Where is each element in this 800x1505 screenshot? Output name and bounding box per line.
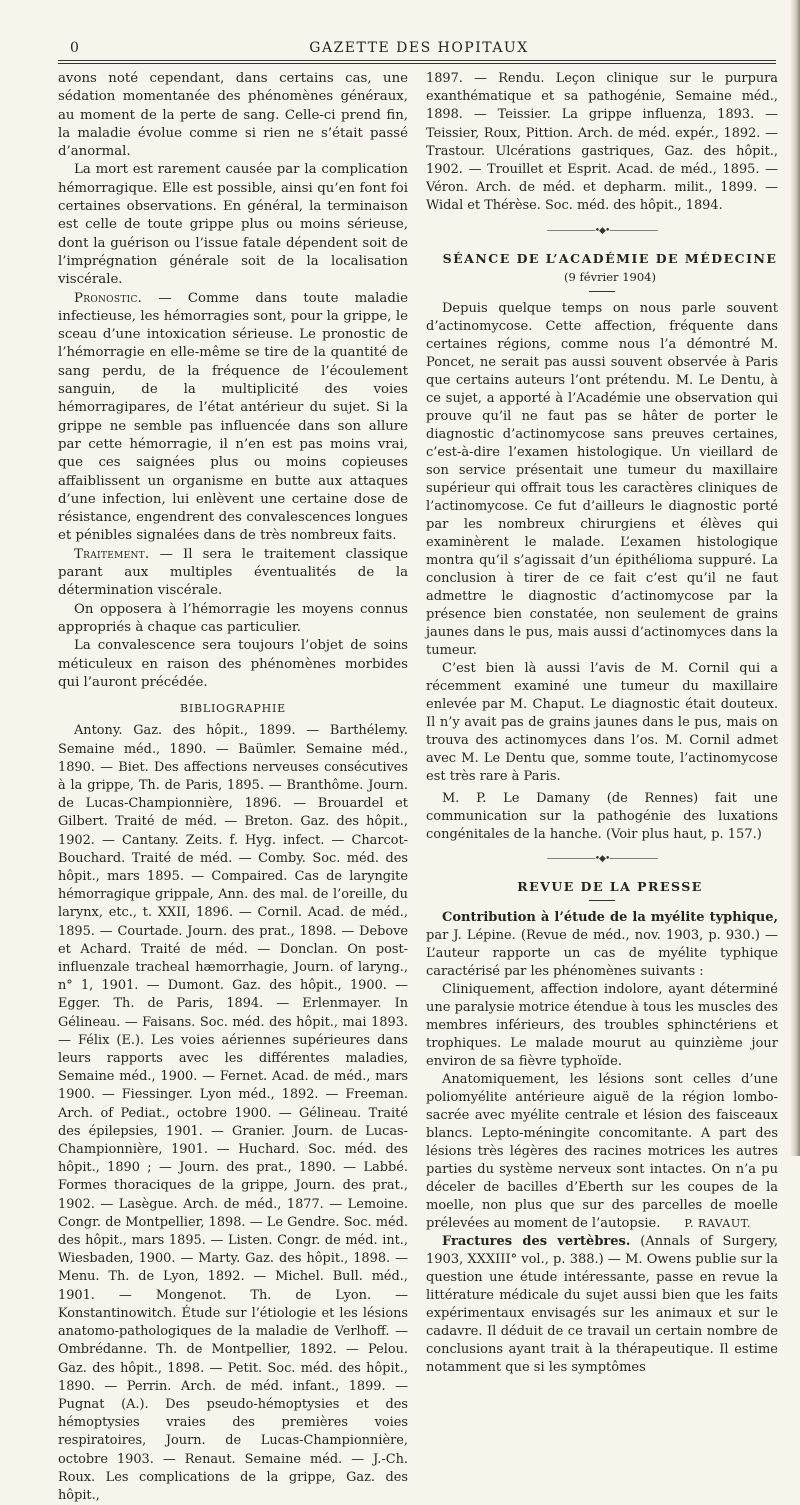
page-edge-shadow	[790, 0, 800, 1156]
right-column	[426, 70, 778, 1377]
paragraph: La convalescence sera toujours l’objet de soins méticuleux en raison des phénomènes morbides qui l’auront précédée.	[58, 638, 408, 690]
paragraph: La mort est rarement causée par la complication hémorragique. Elle est possible, ainsi qu’en font foi certaines observations. En général, la terminaison est celle de toute grippe plus ou moins sérieuse, dont la guérison ou l’issue fatale dépendent soit de l’imprégnation générale soit de la localisation viscérale.	[58, 162, 408, 288]
article-text: par J. Lépine. (Revue de méd., nov. 1903, p. 930.) — L’auteur rapporte un cas de myélite typhique caractérisé par les phénomènes suivants :	[426, 928, 778, 980]
paragraph-text: — Il sera le traitement classique parant aux multiples éventualités de la détermination viscérale.	[58, 546, 408, 599]
section-title-academie: SÉANCE DE L’ACADÉMIE DE MÉDECINE	[442, 250, 778, 266]
paragraph: C’est bien là aussi l’avis de M. Cornil qui a récemment examiné une tumeur du maxillaire enlevée par M. Chaput. Le diagnostic était douteux. Il n’y avait pas de grains jaunes dans le pus, mais on trouva des actinomyces dans l’os. M. Cornil admet avec M. Le Dentu que, somme toute, l’actinomycose est très rare à Paris.	[426, 660, 778, 784]
paragraph: On opposera à l’hémorragie les moyens connus appropriés à chaque cas particulier.	[58, 601, 408, 635]
bibliography-heading: BIBLIOGRAPHIE	[180, 702, 286, 716]
paragraph: Depuis quelque temps on nous parle souvent d’actinomycose. Cette affection, fréquente dans certaines régions, comme nous l’a démontré M. Poncet, ne serait pas aussi souvent observée à Paris que certains auteurs l’ont prétendu. M. Le Dentu, à ce sujet, a apporté à l’Académie une observation qui prouve qu’il ne faut pas se hâter de porter le diagnostic d’actinomycose sans preuves certaines, c’est-à-dire l’examen histologique. Un vieillard de son service présentait une tumeur du maxillaire supérieur qui offrait tous les caractères cliniques de l’actinomycose. Ce fut d’ailleurs le diagnostic porté par les nombreux chirurgiens et élèves qui examinèrent le malade. L’examen histologique montra qu’il s’agissait d’un épithélioma suppuré. La conclusion à tirer de ce fait c’est qu’il ne faut admettre le diagnostic d’actinomycose par la présence bien constatée, non seulement de grains jaunes dans le pus, mais aussi d’actinomyces dans la tumeur.	[426, 300, 778, 658]
page-header	[52, 34, 786, 60]
left-column	[58, 70, 408, 1505]
article-title: Fractures des vertèbres.	[442, 1234, 631, 1250]
article-fractures	[426, 1233, 778, 1377]
run-in-heading: Traitement.	[74, 546, 150, 562]
article-text: (Annals of Surgery, 1903, XXXIII° vol., p. 388.) — M. Owens publie sur la question une étude intéressante, passe en revue la littérature médicale du sujet aussi bien que les faits expérimentaux envisagés sur les animaux et sur le cadavre. Il déduit de ce travail un certain nombre de conclusions ayant trait à la thérapeutique. Il estime notamment que si les symptômes	[426, 1234, 778, 1376]
author-signature: P. RAVAUT.	[684, 1217, 751, 1231]
section-date: (9 février 1904)	[564, 270, 656, 285]
running-title: GAZETTE DES HOPITAUX	[309, 40, 529, 56]
bibliography: Antony. Gaz. des hôpit., 1899. — Barthélemy. Semaine méd., 1890. — Baümler. Semaine méd., 1890. — Biet. Des affections nerveuses consécutives à la grippe, Th. de Paris, 1895. — Branthôme. Journ. de Lucas-Championnière, 1896. — Brouardel et Gilbert. Traité de méd. — Breton. Gaz. des hôpit., 1902. — Cantany. Zeits. f. Hyg. infect. — Charcot-Bouchard. Traité de méd. — Comby. Soc. méd. des hôpit., mars 1895. — Compaired. Cas de laryngite hémorragique grippale, Ann. des mal. de l’oreille, du larynx, etc., t. XXII, 1896. — Cornil. Acad. de méd., 1895. — Courtade. Journ. des prat., 1898. — Debove et Achard. Traité de méd. — Donclan. On post-influenzale tracheal hæmorrhagie, Journ. of laryng., n° 1, 1901. — Dumont. Gaz. des hôpit., 1900. — Egger. Th. de Paris, 1894. — Erlenmayer. In Gélineau. — Faisans. Soc. méd. des hôpit., mai 1893. — Félix (E.). Les voies aériennes supérieures dans leurs rapports avec les différentes maladies, Semaine méd., 1900. — Fernet. Acad. de méd., mars 1900. — Fiessinger. Lyon méd., 1892. — Freeman. Arch. of Pediat., octobre 1900. — Gélineau. Traité des épilepsies, 1901. — Granier. Journ. de Lucas-Championnière, 1901. — Huchard. Soc. méd. des hôpit., 1890 ; — Journ. des prat., 1890. — Labbé. Formes thoraciques de la grippe, Journ. des prat., 1902. — Lasègue. Arch. de méd., 1877. — Lemoine. Congr. de Montpellier, 1898. — Le Gendre. Soc. méd. des hôpit., mars 1895. — Listen. Congr. de méd. int., Wiesbaden, 1900. — Marty. Gaz. des hôpit., 1898. — Menu. Th. de Lyon, 1892. — Michel. Bull. méd., 1901. — Mongenot. Th. de Lyon. — Konstantinowitch. Étude sur l’étiologie et les lésions anatomo-pathologiques de la maladie de Verlhoff. — Ombrédanne. Th. de Montpellier, 1892. — Pelou. Gaz. des hôpit., 1898. — Petit. Soc. méd. des hôpit., 1890. — Perrin. Arch. de méd. infant., 1899. — Pugnat (A.). Des pseudo-hémoptysies et des hémoptysies vraies des premières voies respiratoires, Journ. de Lucas-Championnière, octobre 1903. — Renaut. Semaine méd. — J.-Ch. Roux. Les complications de la grippe, Gaz. des hôpit.,	[58, 723, 408, 1503]
paragraph: M. P. Le Damany (de Rennes) fait une communication sur la pathogénie des luxations congénitales de la hanche. (Voir plus haut, p. 157.)	[426, 790, 778, 842]
paragraph-traitement	[58, 546, 408, 601]
bibliography-continued: 1897. — Rendu. Leçon clinique sur le purpura exanthématique et sa pathogénie, Semaine méd., 1898. — Teissier. La grippe influenza, 1893. — Teissier, Roux, Pittion. Arch. de méd. expér., 1892. — Trastour. Ulcérations gastriques, Gaz. des hôpit., 1902. — Trouillet et Esprit. Acad. de méd., 1895. — Véron. Arch. de méd. et depharm. milit., 1899. — Widal et Thérèse. Soc. méd. des hôpit., 1894.	[426, 71, 778, 214]
header-rule-double	[58, 63, 776, 64]
section-title-revue: REVUE DE LA PRESSE	[517, 878, 703, 894]
paragraph: avons noté cependant, dans certains cas, une sédation momentanée des phénomènes généraux, au moment de la perte de sang. Celle-ci prend fin, la maladie évolue comme si rien ne s’était passé d’anormal.	[58, 71, 408, 160]
ornamental-separator: ——————•◆•——————	[546, 225, 658, 236]
article-title: Contribution à l’étude de la myélite typhique,	[442, 910, 778, 926]
article-myelite	[426, 909, 778, 981]
paragraph: Cliniquement, affection indolore, ayant déterminé une paralysie motrice étendue à tous les muscles des membres inférieurs, des troubles sphinctériens et trophiques. Le malade mourut au quinzième jour environ de sa fièvre typhoïde.	[426, 982, 778, 1070]
page-number: 0	[70, 40, 79, 56]
run-in-heading: Pronostic.	[74, 290, 143, 306]
ornamental-separator: ——————•◆•——————	[546, 853, 658, 864]
paragraph-pronostic	[58, 290, 408, 546]
header-rule	[58, 60, 776, 61]
paragraph	[426, 1071, 778, 1233]
paragraph-text: Anatomiquement, les lésions sont celles d’une poliomyélite antérieure aiguë de la région lombo-sacrée avec myélite centrale et lésion des faisceaux blancs. Lepto-méningite concomitante. A part des lésions très légères des racines motrices les autres parties du système nerveux sont intactes. On n’a pu déceler de bacilles d’Eberth sur les coupes de la moelle, non plus que sur des parcelles de moelle prélevées au moment de l’autopsie.	[426, 1072, 778, 1232]
paragraph-text: — Comme dans toute maladie infectieuse, les hémorragies sont, pour la grippe, le sceau d’une intoxication sérieuse. Le pronostic de l’hémorragie en elle-même se tire de la quantité de sang perdu, de la fréquence de l’écoulement sanguin, de la multiplicité des voies hémorragipares, de l’état antérieur du sujet. Si la grippe ne semble pas influencée dans son allure par cette hémorragie, il n’en est pas moins vrai, que ces saignées plus ou moins copieuses affaiblissent un organisme en butte aux attaques d’une infection, lui enlèvent une certaine dose de résistance, engendrent des convalescences longues et pénibles signalées dans de très nombreux faits.	[58, 290, 408, 544]
short-rule	[589, 900, 615, 901]
short-rule	[589, 291, 615, 292]
